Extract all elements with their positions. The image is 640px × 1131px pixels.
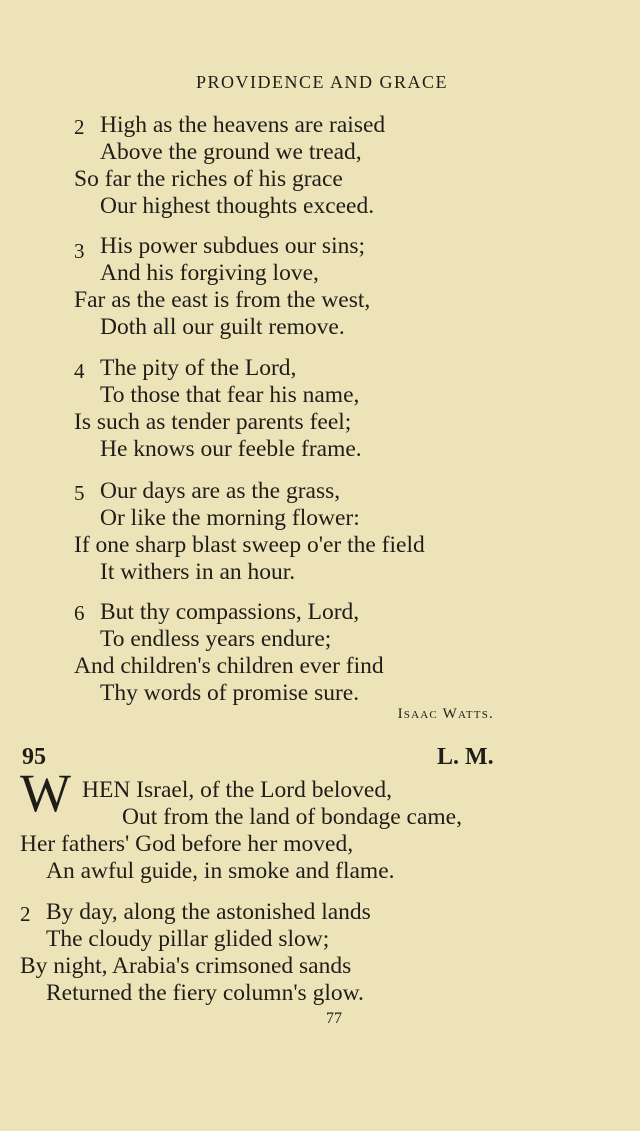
verse-line: Or like the morning flower: xyxy=(100,505,360,531)
stanza-number: 2 xyxy=(20,902,31,926)
verse-line: He knows our feeble frame. xyxy=(100,436,362,462)
verse-line: Far as the east is from the west, xyxy=(74,287,371,313)
verse-line: By day, along the astonished lands xyxy=(46,899,371,925)
verse-line: To endless years endure; xyxy=(100,626,332,652)
verse-line: Doth all our guilt remove. xyxy=(100,314,345,340)
verse-line: HEN Israel, of the Lord beloved, xyxy=(82,777,392,803)
stanza-number: 6 xyxy=(74,601,85,625)
verse-line: To those that fear his name, xyxy=(100,382,360,408)
verse-line: The cloudy pillar glided slow; xyxy=(46,926,330,952)
verse-line: And children's children ever find xyxy=(74,653,384,679)
page-header: PROVIDENCE AND GRACE xyxy=(195,72,448,92)
page-number: 77 xyxy=(326,1010,342,1027)
verse-line: Out from the land of bondage came, xyxy=(122,804,462,830)
hymn-number: 95 xyxy=(22,744,46,770)
verse-line: But thy compassions, Lord, xyxy=(100,599,360,625)
stanza-number: 2 xyxy=(74,115,85,139)
verse-line: The pity of the Lord, xyxy=(100,355,297,381)
verse-line: It withers in an hour. xyxy=(100,559,296,585)
verse-line: So far the riches of his grace xyxy=(74,166,343,192)
stanza-number: 5 xyxy=(74,481,85,505)
verse-line: Our highest thoughts exceed. xyxy=(100,193,375,219)
hymn-meter: L. M. xyxy=(437,744,494,770)
verse-line: By night, Arabia's crimsoned sands xyxy=(20,953,352,979)
verse-line: An awful guide, in smoke and flame. xyxy=(46,858,395,884)
verse-line: Returned the fiery column's glow. xyxy=(46,980,364,1006)
verse-line: Is such as tender parents feel; xyxy=(74,409,352,435)
stanza-number: 3 xyxy=(74,239,85,263)
verse-line: And his forgiving love, xyxy=(100,260,319,286)
stanza-number: 4 xyxy=(74,359,85,383)
drop-cap: W xyxy=(20,763,71,823)
verse-line: Our days are as the grass, xyxy=(100,478,341,504)
verse-line: Above the ground we tread, xyxy=(100,139,362,165)
verse-line: If one sharp blast sweep o'er the field xyxy=(74,532,425,558)
author-attribution: Isaac Watts. xyxy=(397,706,494,722)
verse-line: Thy words of promise sure. xyxy=(100,680,360,706)
verse-line: His power subdues our sins; xyxy=(100,233,366,259)
verse-line: Her fathers' God before her moved, xyxy=(20,831,354,857)
verse-line: High as the heavens are raised xyxy=(100,112,386,138)
